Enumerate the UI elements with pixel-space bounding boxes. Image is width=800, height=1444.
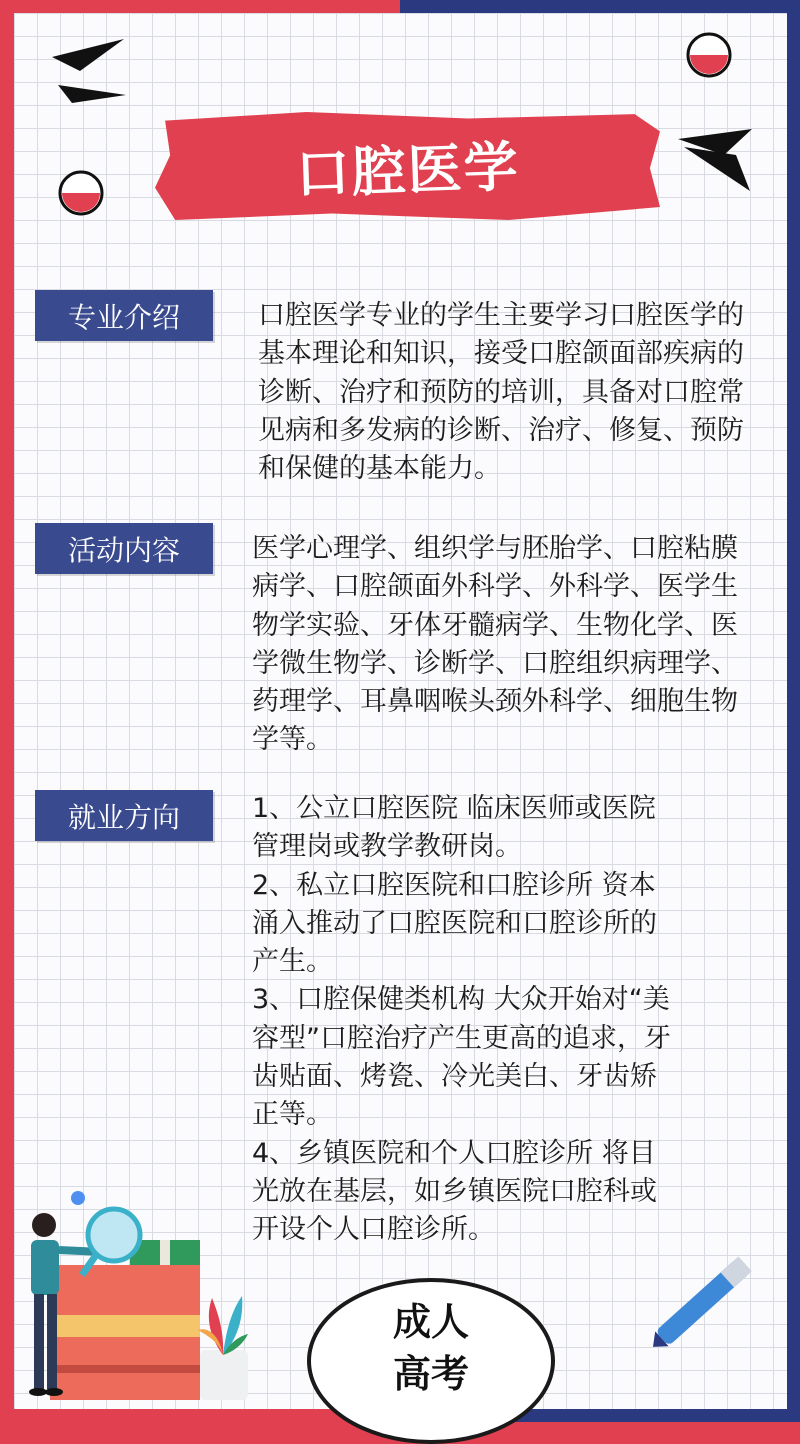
pen-icon [635,1235,775,1365]
career-item: 4、乡镇医院和个人口腔诊所 将目光放在基层，如乡镇医院口腔科或开设个人口腔诊所。 [252,1137,657,1246]
section-label-intro: 专业介绍 [35,290,213,341]
career-list [252,790,672,1250]
paper-plane-icon [678,125,758,195]
page-title: 口腔医学 [294,134,521,206]
career-item: 3、口腔保健类机构 大众开始对“美容型”口腔治疗产生更高的追求，牙齿贴面、烤瓷、冷光美白、牙齿矫正等。 [252,984,671,1131]
exam-badge-text [307,1278,555,1418]
badge-line-1: 成人 [392,1300,469,1344]
career-item: 2、私立口腔医院和口腔诊所 资本涌入推动了口腔医院和口腔诊所的产生。 [252,869,657,978]
courses-text: 医学心理学、组织学与胚胎学、口腔粘膜病学、口腔颌面外科学、外科学、医学生物学实验、牙体牙髓病学、生物化学、医学微生物学、诊断学、口腔组织病理学、药理学、耳鼻咽喉头颈外科学、细胞生物学等。 [252,533,738,756]
career-item: 1、公立口腔医院 临床医师或医院管理岗或教学教研岗。 [252,793,656,863]
paper-plane-icon [50,35,130,105]
badge-line-2: 高考 [392,1352,469,1396]
ball-icon [684,30,734,80]
ball-icon [56,168,106,218]
section-label-courses: 活动内容 [35,523,213,574]
intro-text: 口腔医学专业的学生主要学习口腔医学的基本理论和知识，接受口腔颌面部疾病的诊断、治疗和预防的培训，具备对口腔常见病和多发病的诊断、治疗、修复、预防和保健的基本能力。 [258,300,744,485]
section-label-career: 就业方向 [35,790,213,841]
magnifier-icon [78,1205,148,1280]
plant-icon [198,1290,248,1360]
